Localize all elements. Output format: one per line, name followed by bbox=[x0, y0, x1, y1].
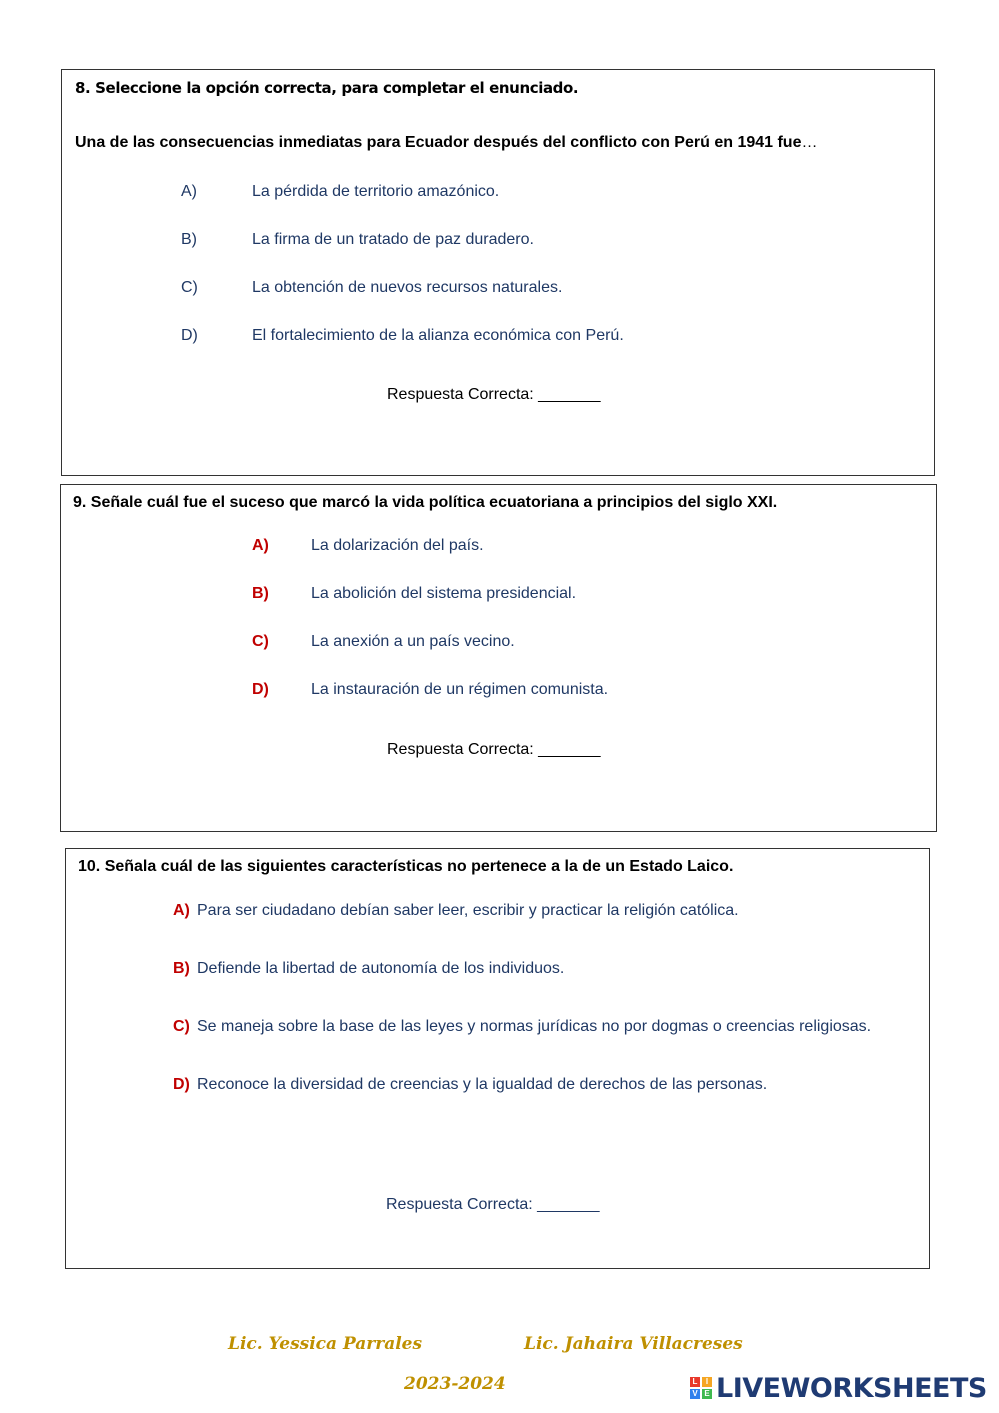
question-8-answer-field[interactable]: Respuesta Correcta: _______ bbox=[387, 386, 601, 403]
question-9-option-a-text[interactable]: La dolarización del país. bbox=[311, 537, 484, 554]
question-8-stem-text: Una de las consecuencias inmediatas para Ecuador después del conflicto con Perú en 1941 fue bbox=[75, 134, 802, 151]
question-8-option-c-text[interactable]: La obtención de nuevos recursos naturales. bbox=[252, 279, 563, 296]
logo-mark-e: E bbox=[702, 1389, 712, 1399]
liveworksheets-logo-text: LIVEWORKSHEETS bbox=[716, 1372, 987, 1404]
logo-mark-i: I bbox=[702, 1377, 712, 1387]
question-9-title: 9. Señale cuál fue el suceso que marcó la vida política ecuatoriana a principios del siglo XXI. bbox=[73, 494, 778, 511]
question-8-option-b-text[interactable]: La firma de un tratado de paz duradero. bbox=[252, 231, 534, 248]
question-10-option-c-letter[interactable]: C) bbox=[173, 1018, 190, 1035]
question-10-option-b-text[interactable]: Defiende la libertad de autonomía de los individuos. bbox=[197, 960, 565, 977]
question-10-option-a-text[interactable]: Para ser ciudadano debían saber leer, escribir y practicar la religión católica. bbox=[197, 902, 739, 919]
author-signature-2: Lic. Jahaira Villacreses bbox=[524, 1334, 743, 1354]
logo-mark-l: L bbox=[690, 1377, 700, 1387]
school-year: 2023-2024 bbox=[404, 1374, 506, 1394]
question-8-stem-ellipsis: … bbox=[801, 134, 818, 151]
question-10-title: 10. Señala cuál de las siguientes características no pertenece a la de un Estado Laico. bbox=[78, 858, 734, 875]
question-8-option-d-letter[interactable]: D) bbox=[181, 327, 198, 344]
question-8-option-c-letter[interactable]: C) bbox=[181, 279, 198, 296]
question-8-stem bbox=[75, 134, 817, 152]
question-10-option-a-letter[interactable]: A) bbox=[173, 902, 190, 919]
question-10-option-d-letter[interactable]: D) bbox=[173, 1076, 190, 1093]
question-8-title: 8. Seleccione la opción correcta, para completar el enunciado. bbox=[75, 79, 579, 97]
question-9-option-c-text[interactable]: La anexión a un país vecino. bbox=[311, 633, 515, 650]
logo-mark-v: V bbox=[690, 1389, 700, 1399]
question-8-option-d-text[interactable]: El fortalecimiento de la alianza económica con Perú. bbox=[252, 327, 624, 344]
author-signature-1: Lic. Yessica Parrales bbox=[228, 1334, 423, 1354]
question-9-option-b-text[interactable]: La abolición del sistema presidencial. bbox=[311, 585, 577, 602]
liveworksheets-logo-icon bbox=[690, 1377, 712, 1399]
question-9-option-a-letter[interactable]: A) bbox=[252, 537, 269, 554]
question-10-option-d-text[interactable]: Reconoce la diversidad de creencias y la igualdad de derechos de las personas. bbox=[197, 1076, 768, 1093]
question-10-option-c-text[interactable]: Se maneja sobre la base de las leyes y normas jurídicas no por dogmas o creencias religiosas. bbox=[197, 1018, 872, 1035]
question-9-option-d-letter[interactable]: D) bbox=[252, 681, 269, 698]
question-10-option-b-letter[interactable]: B) bbox=[173, 960, 190, 977]
question-10-answer-field[interactable]: Respuesta Correcta: _______ bbox=[386, 1196, 600, 1213]
question-9-answer-field[interactable]: Respuesta Correcta: _______ bbox=[387, 741, 601, 758]
question-9-box bbox=[60, 484, 937, 832]
question-9-option-b-letter[interactable]: B) bbox=[252, 585, 269, 602]
question-8-option-a-text[interactable]: La pérdida de territorio amazónico. bbox=[252, 183, 500, 200]
question-9-option-c-letter[interactable]: C) bbox=[252, 633, 269, 650]
liveworksheets-logo[interactable] bbox=[690, 1373, 987, 1403]
question-8-option-a-letter[interactable]: A) bbox=[181, 183, 197, 200]
question-9-option-d-text[interactable]: La instauración de un régimen comunista. bbox=[311, 681, 609, 698]
question-10-box bbox=[65, 848, 930, 1269]
question-8-box bbox=[61, 69, 935, 476]
question-8-option-b-letter[interactable]: B) bbox=[181, 231, 197, 248]
